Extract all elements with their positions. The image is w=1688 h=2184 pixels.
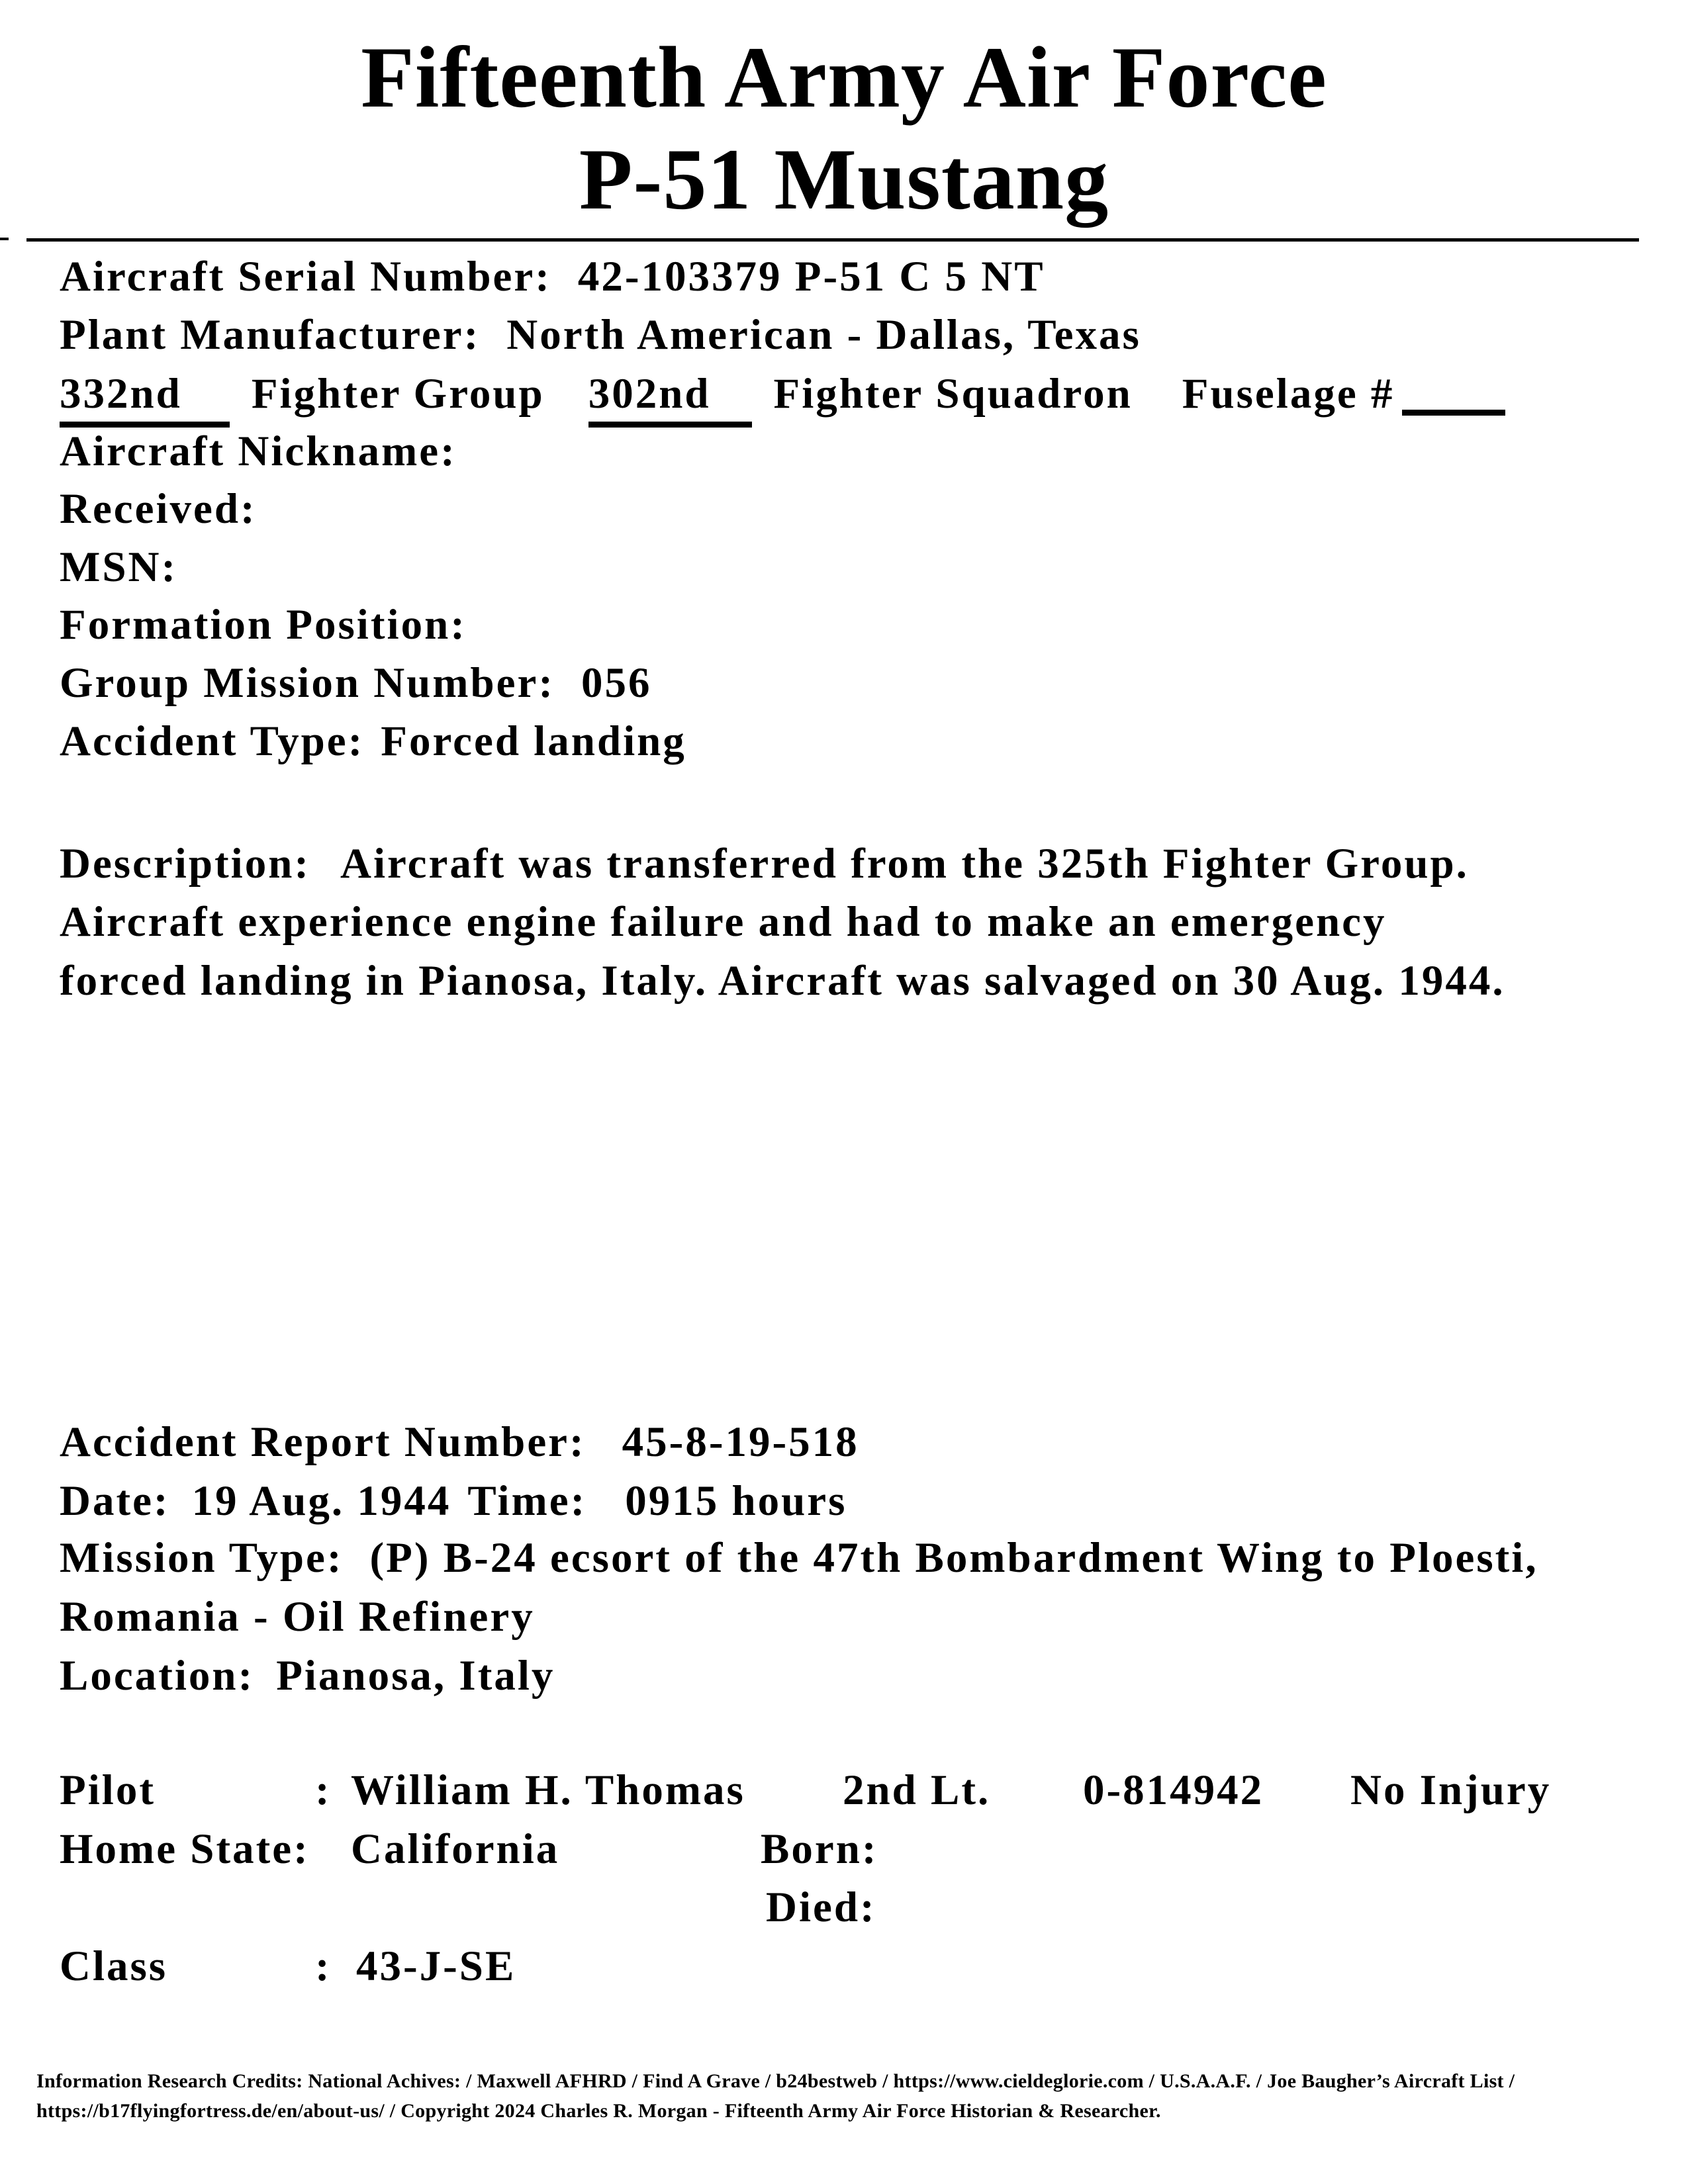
fighter-group-label: Fighter Group: [251, 370, 545, 418]
location-label: Location:: [60, 1652, 255, 1700]
mission-type-label: Mission Type:: [60, 1534, 344, 1582]
formation-position-label: Formation Position:: [60, 601, 467, 649]
pilot-colon: :: [315, 1766, 332, 1814]
nickname-line: [60, 428, 483, 475]
accident-type-label: Accident Type:: [60, 717, 365, 765]
credits-line2: https://b17flyingfortress.de/en/about-us/ / Copyright 2024 Charles R. Morgan - Fifteenth Army Air Force Historian & Researcher.: [36, 2100, 1161, 2122]
description-text-line2: Aircraft experience engine failure and had to make an emergency: [60, 898, 1387, 946]
serial-number-value: 42-103379 P-51 C 5 NT: [577, 253, 1045, 300]
accident-report-number-line: [60, 1418, 859, 1466]
died-label: Died:: [766, 1884, 876, 1931]
pilot-role-label: Pilot: [60, 1766, 156, 1814]
class-value: 43-J-SE: [356, 1942, 516, 1990]
class-colon: :: [315, 1942, 332, 1990]
mission-type-line2: [60, 1593, 535, 1641]
date-label: Date:: [60, 1477, 170, 1525]
pilot-injury-status: No Injury: [1350, 1766, 1552, 1814]
msn-label: MSN:: [60, 543, 178, 591]
pilot-service-number: 0-814942: [1083, 1766, 1264, 1814]
pilot-rank: 2nd Lt.: [843, 1766, 991, 1814]
group-mission-number-value: 056: [581, 659, 652, 707]
date-value: 19 Aug. 1944: [191, 1477, 451, 1525]
serial-number-label: Aircraft Serial Number:: [60, 253, 551, 300]
location-value: Pianosa, Italy: [276, 1652, 555, 1700]
date-time-line: [60, 1477, 847, 1525]
description-line1: [60, 840, 1469, 887]
accident-type-line: [60, 717, 686, 765]
plant-manufacturer-value: North American - Dallas, Texas: [506, 311, 1141, 359]
mission-type-value-line2: Romania - Oil Refinery: [60, 1593, 535, 1641]
received-line: [60, 485, 283, 533]
fighter-squadron-label: Fighter Squadron: [773, 370, 1133, 418]
home-state-value: California: [351, 1825, 560, 1873]
group-mission-number-line: [60, 659, 651, 707]
description-line2: [60, 898, 1386, 946]
fighter-squadron-number: 302nd: [588, 370, 752, 428]
group-squadron-line: [60, 370, 1505, 418]
fuselage-number-label: Fuselage #: [1182, 370, 1395, 418]
time-label: Time:: [467, 1477, 587, 1525]
nickname-label: Aircraft Nickname:: [60, 428, 457, 475]
document-title-line2: P-51 Mustang: [579, 130, 1109, 228]
born-label: Born:: [761, 1825, 878, 1873]
pilot-line: [60, 1766, 1552, 1814]
home-state-line: [60, 1825, 878, 1873]
received-label: Received:: [60, 485, 257, 533]
header-divider-rule: [26, 238, 1639, 242]
group-mission-number-label: Group Mission Number:: [60, 659, 555, 707]
serial-number-line: [60, 253, 1045, 300]
pilot-name: William H. Thomas: [351, 1766, 745, 1814]
description-line3: [60, 957, 1505, 1005]
mission-type-line1: [60, 1534, 1538, 1582]
accident-report-number-label: Accident Report Number:: [60, 1418, 586, 1466]
credits-line1: Information Research Credits: National Achives: / Maxwell AFHRD / Find A Grave / b24bestweb / https://www.cieldeglorie.com / U.S.A.A.F. / Joe Baugher’s Aircraft List /: [36, 2070, 1515, 2092]
class-line: [60, 1942, 516, 1990]
location-line: [60, 1652, 555, 1700]
plant-manufacturer-line: [60, 311, 1141, 359]
accident-report-number-value: 45-8-19-518: [622, 1418, 859, 1466]
description-text-line1: Aircraft was transferred from the 325th Fighter Group.: [340, 840, 1469, 887]
fighter-group-number: 332nd: [60, 370, 230, 428]
class-label: Class: [60, 1942, 168, 1990]
plant-manufacturer-label: Plant Manufacturer:: [60, 311, 481, 359]
msn-line: [60, 543, 204, 591]
time-value: 0915 hours: [625, 1477, 847, 1525]
home-state-label: Home State:: [60, 1825, 310, 1873]
mission-type-value-line1: (P) B-24 ecsort of the 47th Bombardment Wing to Ploesti,: [369, 1534, 1538, 1582]
accident-type-value: Forced landing: [381, 717, 686, 765]
document-title-line1: Fifteenth Army Air Force: [361, 28, 1327, 126]
fuselage-number-blank: [1402, 383, 1505, 416]
description-label: Description:: [60, 840, 310, 887]
left-margin-tick: [0, 238, 9, 240]
description-text-line3: forced landing in Pianosa, Italy. Aircraft was salvaged on 30 Aug. 1944.: [60, 957, 1505, 1005]
formation-position-line: [60, 601, 493, 649]
